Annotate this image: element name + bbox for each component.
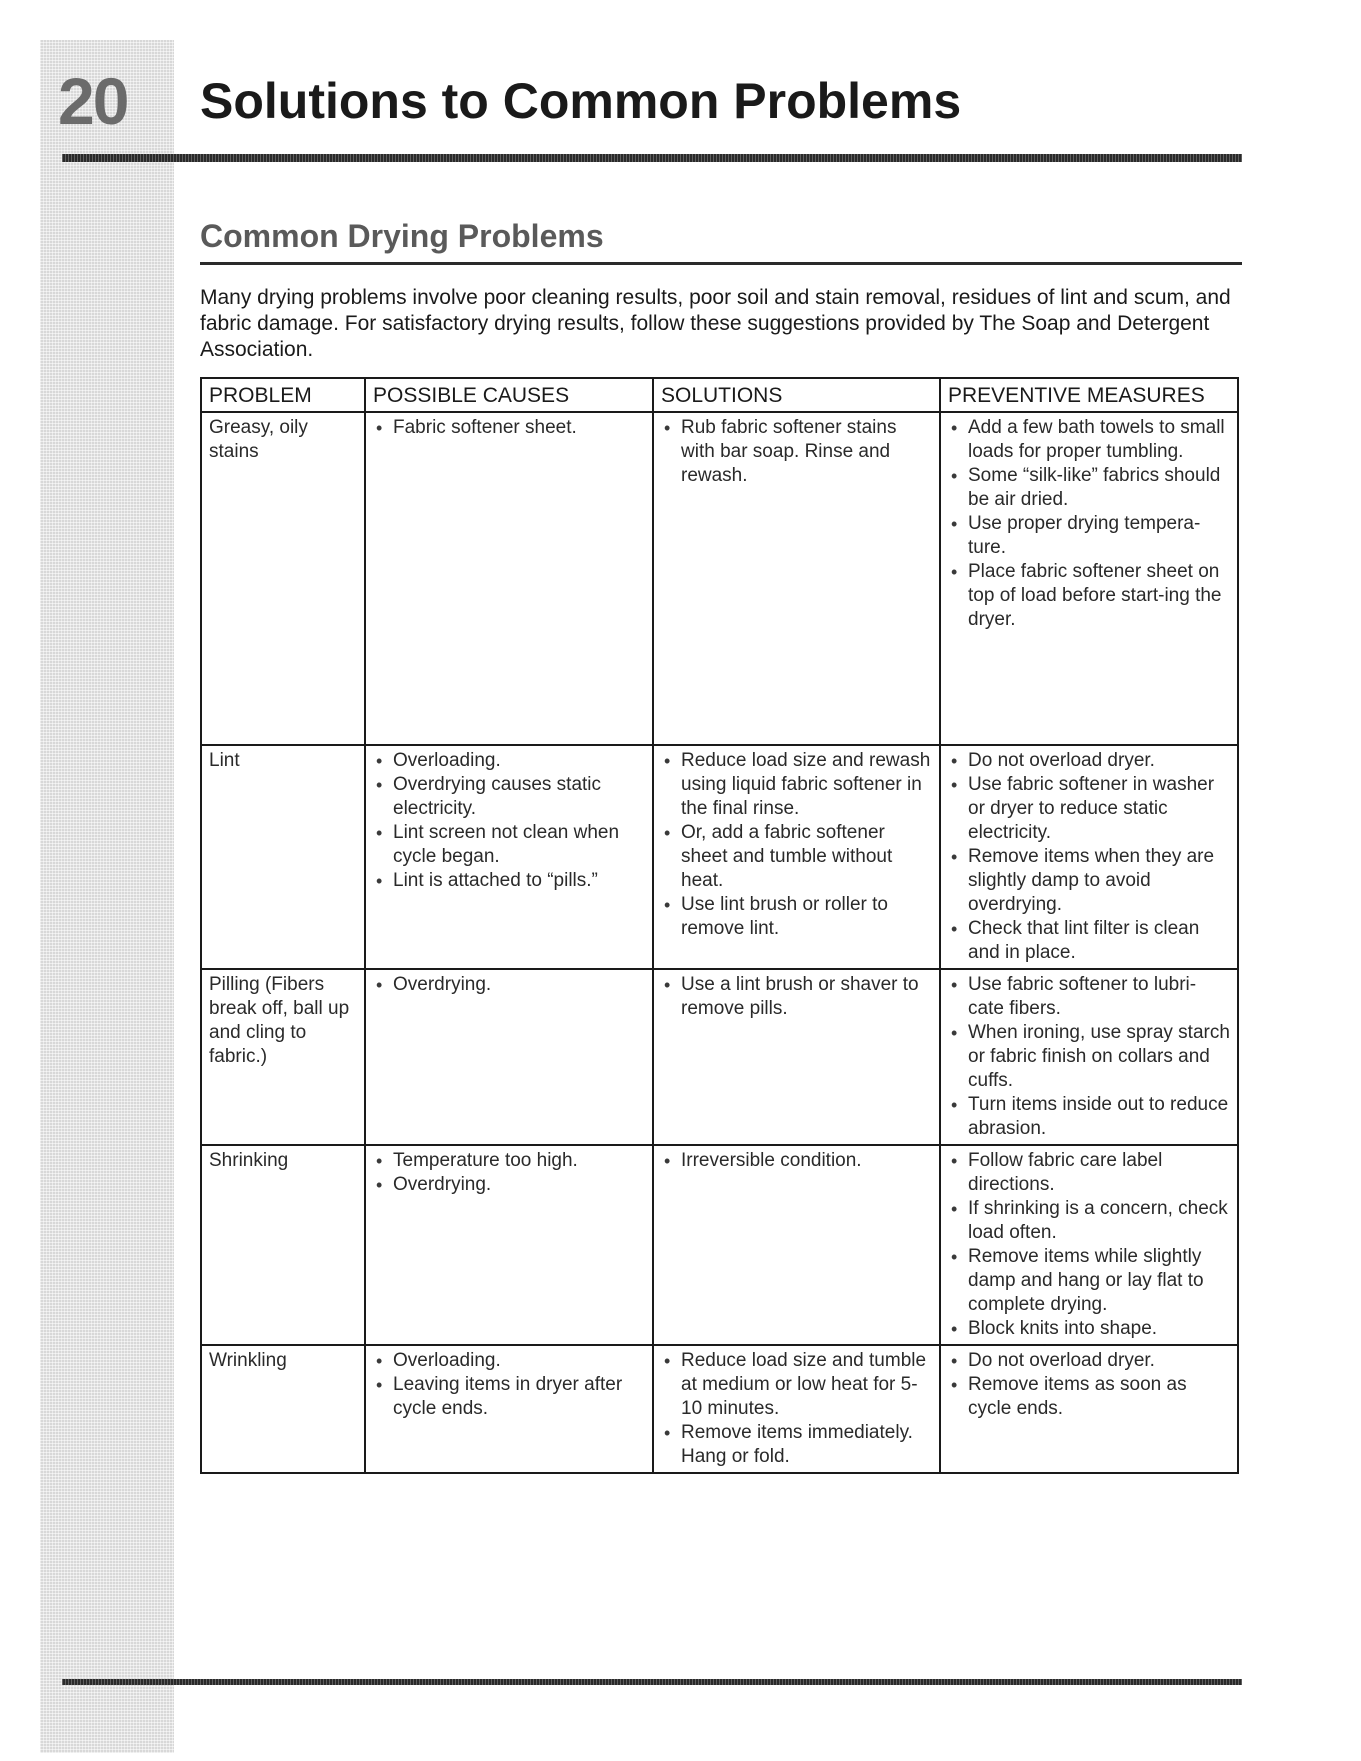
bullet-item: • Turn items inside out to reduce abrasion. [948,1093,1230,1141]
causes-list [373,1149,645,1197]
bullet-item: • Add a few bath towels to small loads for proper tumbling. [948,416,1230,464]
bullet-item: • Place fabric softener sheet on top of load before start-ing the dryer. [948,560,1230,632]
solutions-cell [653,412,940,745]
bullet-item: • Use lint brush or roller to remove lint. [661,893,932,941]
causes-cell [365,969,653,1145]
bullet-item: • Leaving items in dryer after cycle ends. [373,1373,645,1421]
table-row [201,412,1238,745]
causes-cell [365,745,653,969]
table-row [201,1345,1238,1473]
bullet-item: • Temperature too high. [373,1149,645,1173]
preventive-cell [940,1145,1238,1345]
section-heading: Common Drying Problems [200,218,604,254]
causes-list [373,1349,645,1421]
bullet-item: • Remove items immediately. Hang or fold. [661,1421,932,1469]
preventive-list [948,749,1230,965]
column-header-causes: POSSIBLE CAUSES [365,378,653,412]
bullet-item: • Lint is attached to “pills.” [373,869,645,893]
solutions-cell [653,969,940,1145]
bullet-item: • Reduce load size and tumble at medium or low heat for 5-10 minutes. [661,1349,932,1421]
footer-divider [62,1679,1242,1685]
preventive-cell [940,1345,1238,1473]
page-title: Solutions to Common Problems [200,73,962,129]
problems-table-container [200,377,1237,1474]
bullet-item: • If shrinking is a concern, check load often. [948,1197,1230,1245]
bullet-item: • Or, add a fabric softener sheet and tumble without heat. [661,821,932,893]
page-number: 20 [58,64,128,138]
solutions-list [661,973,932,1021]
side-bar-decoration [40,40,174,1753]
problem-cell: Lint [201,745,365,969]
solutions-cell [653,1345,940,1473]
bullet-item: • Fabric softener sheet. [373,416,645,440]
preventive-cell [940,412,1238,745]
bullet-item: • Lint screen not clean when cycle began. [373,821,645,869]
bullet-item: • When ironing, use spray starch or fabric finish on collars and cuffs. [948,1021,1230,1093]
causes-cell [365,412,653,745]
preventive-cell [940,745,1238,969]
table-body [201,412,1238,1473]
causes-list [373,973,645,997]
bullet-item: • Reduce load size and rewash using liquid fabric softener in the final rinse. [661,749,932,821]
bullet-item: • Some “silk-like” fabrics should be air dried. [948,464,1230,512]
bullet-item: • Use a lint brush or shaver to remove pills. [661,973,932,1021]
bullet-item: • Do not overload dryer. [948,749,1230,773]
bullet-item: • Overdrying. [373,973,645,997]
bullet-item: • Follow fabric care label directions. [948,1149,1230,1197]
bullet-item: • Overdrying causes static electricity. [373,773,645,821]
bullet-item: • Irreversible condition. [661,1149,932,1173]
bullet-item: • Do not overload dryer. [948,1349,1230,1373]
bullet-item: • Overloading. [373,749,645,773]
problem-cell: Greasy, oily stains [201,412,365,745]
causes-list [373,416,645,440]
bullet-item: • Use proper drying tempera-ture. [948,512,1230,560]
solutions-list [661,416,932,488]
title-divider [62,154,1242,162]
intro-paragraph: Many drying problems involve poor cleaning results, poor soil and stain removal, residues of lint and scum, and fabric damage. For satisfactory drying results, follow these suggestions provided by The Soap and Detergent Association. [200,286,1231,361]
solutions-list [661,749,932,941]
preventive-list [948,416,1230,632]
problem-cell: Shrinking [201,1145,365,1345]
bullet-item: • Remove items while slightly damp and hang or lay flat to complete drying. [948,1245,1230,1317]
table-row [201,745,1238,969]
column-header-solutions: SOLUTIONS [653,378,940,412]
solutions-cell [653,745,940,969]
table-header-row [201,378,1238,412]
causes-list [373,749,645,893]
bullet-item: • Check that lint filter is clean and in place. [948,917,1230,965]
causes-cell [365,1345,653,1473]
problem-cell: Wrinkling [201,1345,365,1473]
bullet-item: • Overdrying. [373,1173,645,1197]
column-header-problem: PROBLEM [201,378,365,412]
bullet-item: • Remove items when they are slightly damp to avoid overdrying. [948,845,1230,917]
column-header-preventive: PREVENTIVE MEASURES [940,378,1238,412]
problems-table [200,377,1239,1474]
table-row [201,969,1238,1145]
bullet-item: • Remove items as soon as cycle ends. [948,1373,1230,1421]
causes-cell [365,1145,653,1345]
table-row [201,1145,1238,1345]
solutions-cell [653,1145,940,1345]
bullet-item: • Overloading. [373,1349,645,1373]
problem-cell: Pilling (Fibers break off, ball up and cling to fabric.) [201,969,365,1145]
section-divider [200,262,1242,265]
preventive-list [948,1349,1230,1421]
preventive-list [948,973,1230,1141]
solutions-list [661,1149,932,1173]
bullet-item: • Block knits into shape. [948,1317,1230,1341]
bullet-item: • Use fabric softener in washer or dryer to reduce static electricity. [948,773,1230,845]
bullet-item: • Use fabric softener to lubri-cate fibers. [948,973,1230,1021]
solutions-list [661,1349,932,1469]
preventive-list [948,1149,1230,1341]
bullet-item: • Rub fabric softener stains with bar soap. Rinse and rewash. [661,416,932,488]
preventive-cell [940,969,1238,1145]
